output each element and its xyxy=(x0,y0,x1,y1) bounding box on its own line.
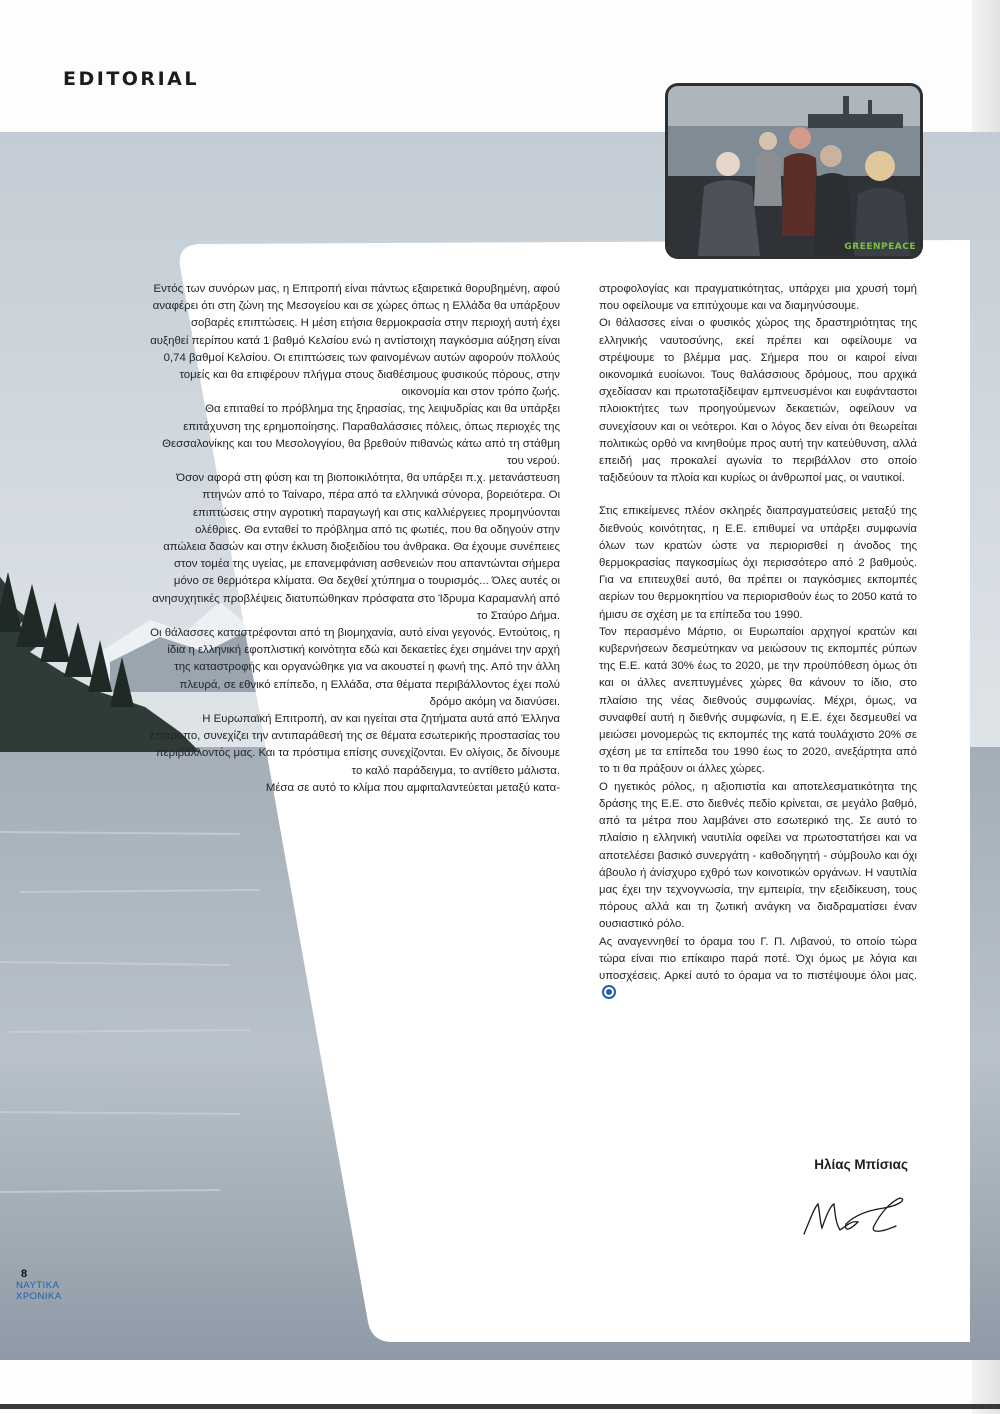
greenpeace-photo xyxy=(668,86,920,256)
magazine-name-line-1: ΝΑΥΤΙΚΑ xyxy=(16,1280,60,1291)
paragraph: Θα επιταθεί το πρόβλημα της ξηρασίας, της λειψυδρίας και θα υπάρξει επιτάχυνση της ερημοποίησης. Παραθαλάσσιες πόλεις, όπως περιοχές της Θεσσαλονίκης και του Μεσολογγίου, θα βρεθούν πιθανώς κάτω από τη στάθμη του νερού. xyxy=(162,403,560,468)
magazine-name-line-2: ΧΡΟΝΙΚΑ xyxy=(16,1291,62,1302)
closing-paragraph xyxy=(599,934,917,1004)
signature xyxy=(800,1190,920,1240)
paragraph: Εντός των συνόρων μας, η Επιτροπή είναι πάντως εξαιρετικά θορυβημένη, αφού αναφέρει ότι στη ζώνη της Μεσογείου και σε χώρες όπως η Ελλάδα θα υπάρξουν σοβαρές επιπτώσεις. Η μέση ετήσια θερμοκρασία στην περιοχή αυτή έχει αυξηθεί περίπου κατά 1 βαθμό Κελσίου ενώ η αντίστοιχη παγκόσμια αύξηση είναι 0,74 βαθμοί Κελσίου. Οι επιπτώσεις των φαινομένων αυτών αφορούν πολλούς τομείς και θα επιφέρουν πλήγμα στους διαθέσιμους φυσικούς πόρους, στην οικονομία και στον τρόπο ζωής. xyxy=(150,283,560,399)
magazine-name xyxy=(0,1280,90,1302)
closing-text: Ας αναγεννηθεί το όραμα του Γ. Π. Λιβανού, το οποίο τώρα τώρα είναι πιο επίκαιρο παρά ποτέ. Όχι όμως με λόγια και υποσχέσεις. Αρκεί αυτό το όραμα να το πιστέψουμε όλοι μας. xyxy=(599,935,917,982)
paragraph: Μέσα σε αυτό το κλίμα που αμφιταλαντεύεται μεταξύ κατα- xyxy=(265,781,560,794)
article-column-1 xyxy=(150,281,560,797)
paragraph: Όσον αφορά στη φύση και τη βιοποικιλότητα, θα υπάρξει π.χ. μετανάστευση πτηνών από το Ταίναρο, πέρα από τα ελληνικά σύνορα, βορειότερα. Οι επιπτώσεις στην αγροτική παραγωγή και στις καλλιέργειες προμηνύονται ολέθριες. Θα ενταθεί το πρόβλημα από τις φωτιές, που θα οδηγούν στην απώλεια δασών και στην έκλυση διοξειδίου του άνθρακα. Θα έχουμε συνέπειες στον τομέα της υγείας, με επανεμφάνιση ασθενειών που απαντώνται σήμερα μόνο σε θερμότερα κλίματα. Θα δεχθεί χτύπημα ο τουρισμός... Όλες αυτές οι ανησυχητικές προβλέψεις διατυπώθηκαν πρόσφατα στο Ίδρυμα Καραμανλή από το Σταύρο Δήμα. xyxy=(152,472,560,622)
scan-bottom-line xyxy=(0,1404,1000,1409)
end-mark-icon xyxy=(602,985,616,999)
author-name: Ηλίας Μπίσιας xyxy=(814,1157,908,1172)
paragraph: Στις επικείμενες πλέον σκληρές διαπραγματεύσεις μεταξύ της διεθνούς κοινότητας, η Ε.Ε. επιθυμεί να υπάρξει συμφωνία όλων των κρατών ώστε να περιορισθεί η άνοδος της θερμοκρασίας παγκοσμίως όχι περισσότερο από 2 βαθμούς. Για να επιτευχθεί αυτό, θα πρέπει οι παγκόσμιες εκπομπές αερίων του θερμοκηπίου να περιορισθούν έως το 2050 κατά το ήμισυ σε σχέση με τα επίπεδα του 1990. xyxy=(599,505,917,621)
paragraph: Οι θάλασσες καταστρέφονται από τη βιομηχανία, αυτό είναι γεγονός. Εντούτοις, η ίδια η ελληνική εφοπλιστική κοινότητα εδώ και δεκαετίες έχει σημάνει την αρχή της καταστροφής και οργανώθηκε για να ακουστεί η φωνή της. Από την άλλη πλευρά, σε εθνικό επίπεδο, η Ελλάδα, στα θέματα περιβάλλοντος έχει πολύ δρόμο ακόμη να διανύσει. xyxy=(150,627,560,708)
article-column-2 xyxy=(599,281,917,1003)
folio xyxy=(0,1268,90,1302)
page-number: 8 xyxy=(20,1268,28,1280)
greenpeace-watermark: GREENPEACE xyxy=(844,242,916,252)
paragraph: στροφολογίας και πραγματικότητας, υπάρχει μια χρυσή τομή που οφείλουμε να επιτύχουμε και να διαμηνύσουμε. xyxy=(599,283,917,313)
paragraph: Ο ηγετικός ρόλος, η αξιοπιστία και αποτελεσματικότητα της δράσης της Ε.Ε. στο διεθνές πεδίο κρίνεται, σε μεγάλο βαθμό, από τα μέτρα που λαμβάνει στο εσωτερικό της. Σε αυτό το πλαίσιο η ελληνική ναυτιλία οφείλει να πρωτοστατήσει και να αποτελέσει βασικό συνεργάτη - καθοδηγητή - σύμβουλο και όχι άβουλο ή άνίσχυρο εχθρό των κοινοτικών οργάνων. Η ναυτιλία μας έχει την τεχνογνωσία, την εμπειρία, την εξειδίκευση, τους πόρους αλλά και τη ζωτική ανάγκη να διαδραματίσει έναν ουσιαστικό ρόλο. xyxy=(599,780,917,931)
paragraph: Τον περασμένο Μάρτιο, οι Ευρωπαίοι αρχηγοί κρατών και κυβερνήσεων δεσμεύτηκαν να μειώσουν τις εκπομπές ρύπων της Ε.Ε. κατά 30% έως το 2020, με την προϋπόθεση όμως ότι και οι άλλες ανεπτυγμένες χώρες θα κάνουν το ίδιο, στο πλαίσιο της νέας διεθνούς συμφωνίας. Μέχρι, όμως, να συναφθεί αυτή η διεθνής συμφωνία, η Ε.Ε. έχει δεσμευθεί να μειώσει μονομερώς τις εκπομπές της κατά τουλάχιστο 20% σε σχέση με τα επίπεδα του 1990 έως το 2020, ανεξάρτητα από το τι θα πράξουν οι άλλες χώρες. xyxy=(599,625,917,776)
paragraph: Οι θάλασσες είναι ο φυσικός χώρος της δραστηριότητας της ελληνικής ναυτοσύνης, εκεί πρέπει και οφείλουμε να στρέψουμε το βλέμμα μας. Σήμερα που οι καιροί είναι οικονομικά ευοίωνοι. Τους θαλάσσιους δρόμους, που αρχικά σχεδίασαν και πρωτοταξίδεψαν εμπνευσμένοι και ευφάνταστοι πλοιοκτήτες των προηγούμενων δεκαετιών, οφείλουν να συνεχίσουν και οι νεότεροι. Και ο λόγος δεν είναι ότι θεωρείται πολιτικώς ορθό να κινηθούμε προς αυτή την κατεύθυνση, αλλά επειδή μας προκαλεί αγωνία το περιβάλλον στο οποίο ταξιδεύουν τα πλοία και κυρίως οι άνθρωποί μας, οι ναυτικοί. xyxy=(599,317,917,485)
paragraph: Η Ευρωπαϊκή Επιτροπή, αν και ηγείται στα ζητήματα αυτά από Έλληνα επίτροπο, συνεχίζει την αντιπαράθεσή της σε θέματα εσωτερικής προστασίας του περιβάλλοντός μας. Και τα πρόστιμα επίσης συνεχίζονται. Εν ολίγοις, δε δίνουμε το καλό παράδειγμα, το αντίθετο μάλιστα. xyxy=(150,713,560,777)
section-label: EDITORIAL xyxy=(63,68,199,90)
